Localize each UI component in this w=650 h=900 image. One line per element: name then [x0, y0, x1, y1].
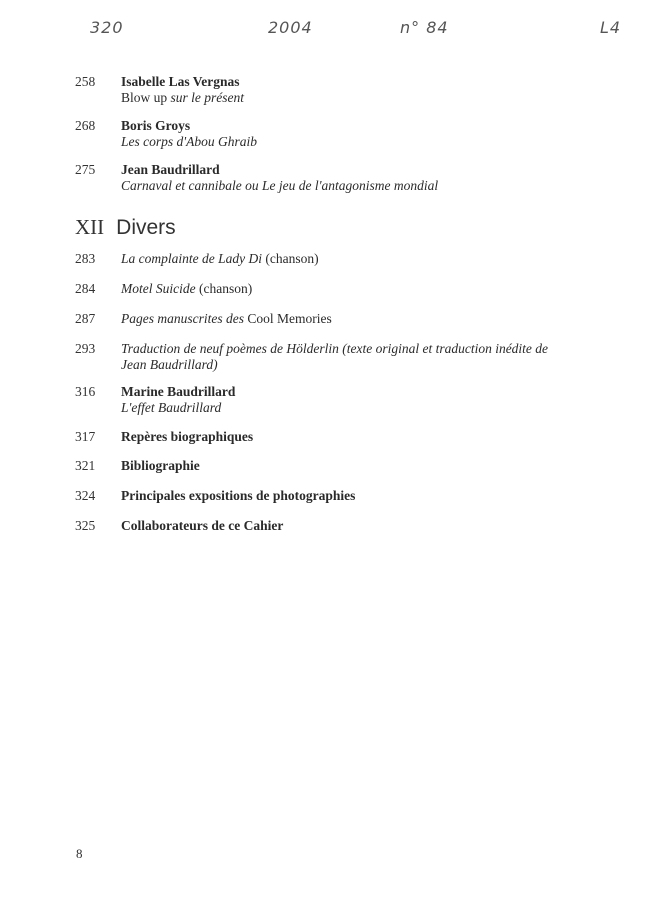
handwritten-note-number: n° 84: [400, 18, 449, 37]
section-link-title: Collaborateurs de ce Cahier: [121, 518, 284, 533]
handwritten-note-320: 320: [90, 18, 124, 37]
page-number: 284: [75, 281, 96, 296]
work-title: Carnaval et cannibale ou Le jeu de l'antagonisme mondial: [121, 178, 439, 193]
section-link-title: Repères biographiques: [121, 429, 254, 444]
page-number: 268: [75, 118, 96, 133]
page-number: 317: [75, 429, 96, 444]
work-title-italic: sur le présent: [167, 90, 245, 105]
page-number: 293: [75, 341, 96, 356]
section-link-title: Bibliographie: [121, 458, 200, 473]
work-note: (chanson): [195, 281, 253, 296]
author-name: Isabelle Las Vergnas: [121, 74, 240, 89]
author-name: Marine Baudrillard: [121, 384, 236, 399]
page-number: 275: [75, 162, 96, 177]
work-title-italic: Traduction de neuf poèmes de Hölderlin (texte original et traduction inédite de Jean Baudrillard): [121, 341, 549, 372]
work-title: Les corps d'Abou Ghraib: [121, 134, 258, 149]
section-link-title: Principales expositions de photographies: [121, 488, 356, 503]
work-title-italic: Motel Suicide: [121, 281, 196, 296]
work-note: (chanson): [262, 251, 319, 266]
page-number: 324: [75, 488, 96, 503]
work-title-plain: Blow up: [121, 90, 168, 105]
page-number: 325: [75, 518, 96, 533]
folio-page-number: 8: [76, 846, 83, 861]
work-title: [121, 90, 610, 106]
page-number: 287: [75, 311, 96, 326]
author-name: Boris Groys: [121, 118, 191, 133]
handwritten-note-code: L4: [600, 18, 622, 37]
page-number: 316: [75, 384, 96, 399]
author-name: Jean Baudrillard: [121, 162, 220, 177]
section-title: Divers: [116, 216, 176, 239]
page-number: 321: [75, 458, 96, 473]
work-title-plain: Cool Memories: [247, 311, 332, 326]
page-number: 283: [75, 251, 96, 266]
work-title: L'effet Baudrillard: [121, 400, 222, 415]
page-number: 258: [75, 74, 96, 89]
section-heading: [75, 215, 176, 240]
section-number: XII: [75, 215, 105, 239]
handwritten-note-year: 2004: [268, 18, 313, 37]
work-title-italic: Pages manuscrites des: [121, 311, 248, 326]
work-title-italic: La complainte de Lady Di: [121, 251, 262, 266]
